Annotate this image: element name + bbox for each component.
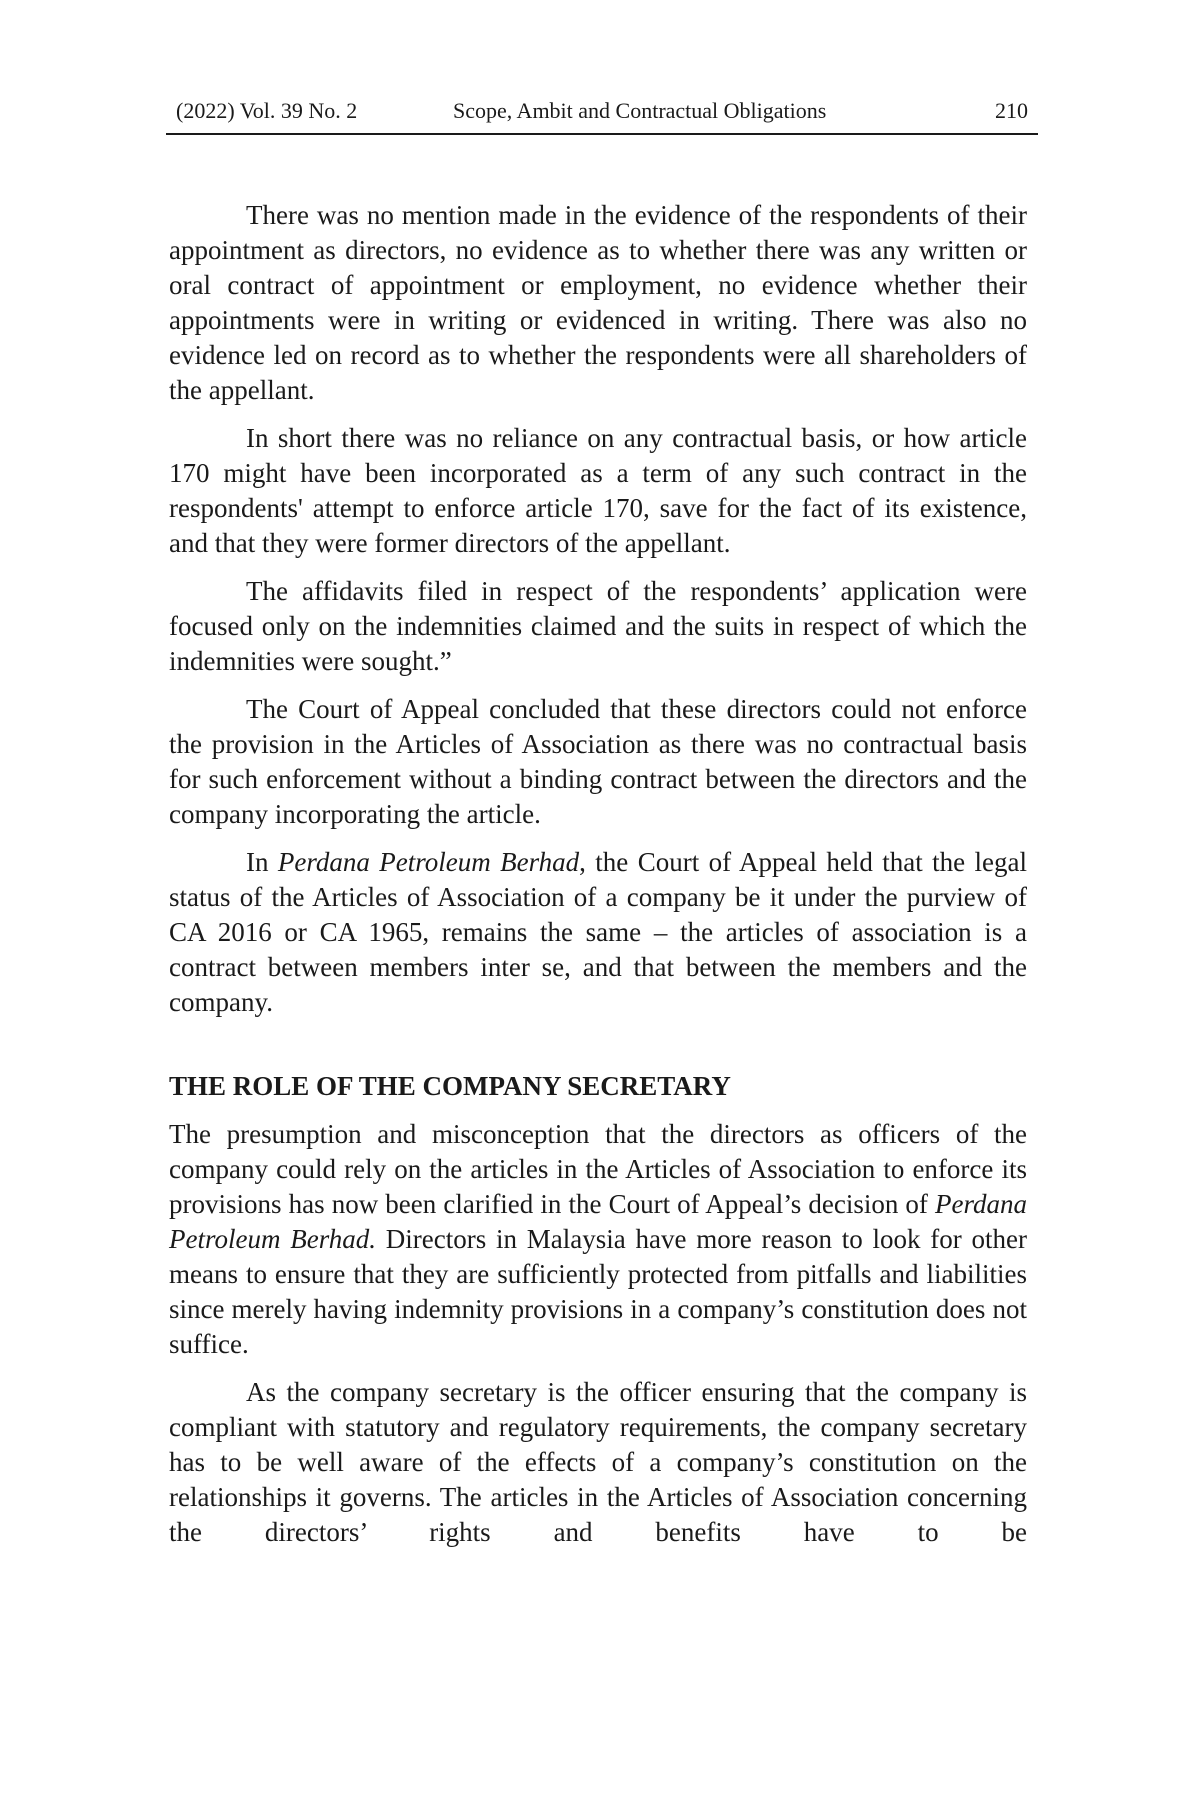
paragraph-5-pre: In (246, 847, 278, 877)
section-paragraph-1-post: Directors in Malaysia have more reason to look for other means to ensure that they are sufficiently protected from pitfalls and liabilities since merely having indemnity provisions in a company’s constitution does not suffice. (169, 1224, 1027, 1359)
header-rule (166, 133, 1038, 135)
section-heading: THE ROLE OF THE COMPANY SECRETARY (169, 1071, 731, 1101)
section-paragraph-1-pre: The presumption and misconception that the directors as officers of the company could rely on the articles in the Articles of Association to enforce its provisions has now been clarified in the Court of Appeal’s decision of (169, 1119, 1027, 1219)
running-header (166, 98, 1038, 132)
paragraph-2: In short there was no reliance on any contractual basis, or how article 170 might have been incorporated as a term of any such contract in the respondents' attempt to enforce article 170, save for the fact of its existence, and that they were former directors of the appellant. (169, 423, 1027, 558)
paragraph-1: There was no mention made in the evidence of the respondents of their appointment as directors, no evidence as to whether there was any written or oral contract of appointment or employment, no evidence whether their appointments were in writing or evidenced in writing. There was also no evidence led on record as to whether the respondents were all shareholders of the appellant. (169, 200, 1027, 405)
case-name-perdana-2: Perdana Petroleum Berhad. (169, 1189, 1027, 1254)
case-name-perdana: Perdana Petroleum Berhad (277, 847, 580, 877)
journal-issue: (2022) Vol. 39 No. 2 (176, 98, 358, 123)
section-paragraph-1 (169, 1117, 1027, 1362)
running-title: Scope, Ambit and Contractual Obligations (453, 98, 827, 123)
paragraph-4: The Court of Appeal concluded that these directors could not enforce the provision in the Articles of Association as there was no contractual basis for such enforcement without a binding contract between the directors and the company incorporating the article. (169, 694, 1027, 829)
paragraph-3: The affidavits filed in respect of the respondents’ application were focused only on the indemnities claimed and the suits in respect of which the indemnities were sought.” (169, 576, 1027, 676)
page-number: 210 (995, 98, 1028, 123)
paragraph-5-post: , the Court of Appeal held that the legal status of the Articles of Association of a company be it under the purview of CA 2016 or CA 1965, remains the same – the articles of association is a contract between members inter se, and that between the members and the company. (169, 847, 1027, 1017)
section-paragraph-2: As the company secretary is the officer ensuring that the company is compliant with statutory and regulatory requirements, the company secretary has to be well aware of the effects of a company’s constitution on the relationships it governs. The articles in the Articles of Association concerning the directors’ rights and benefits have to be (169, 1377, 1027, 1547)
paragraph-5 (169, 845, 1027, 1020)
body-text (169, 198, 1027, 1550)
